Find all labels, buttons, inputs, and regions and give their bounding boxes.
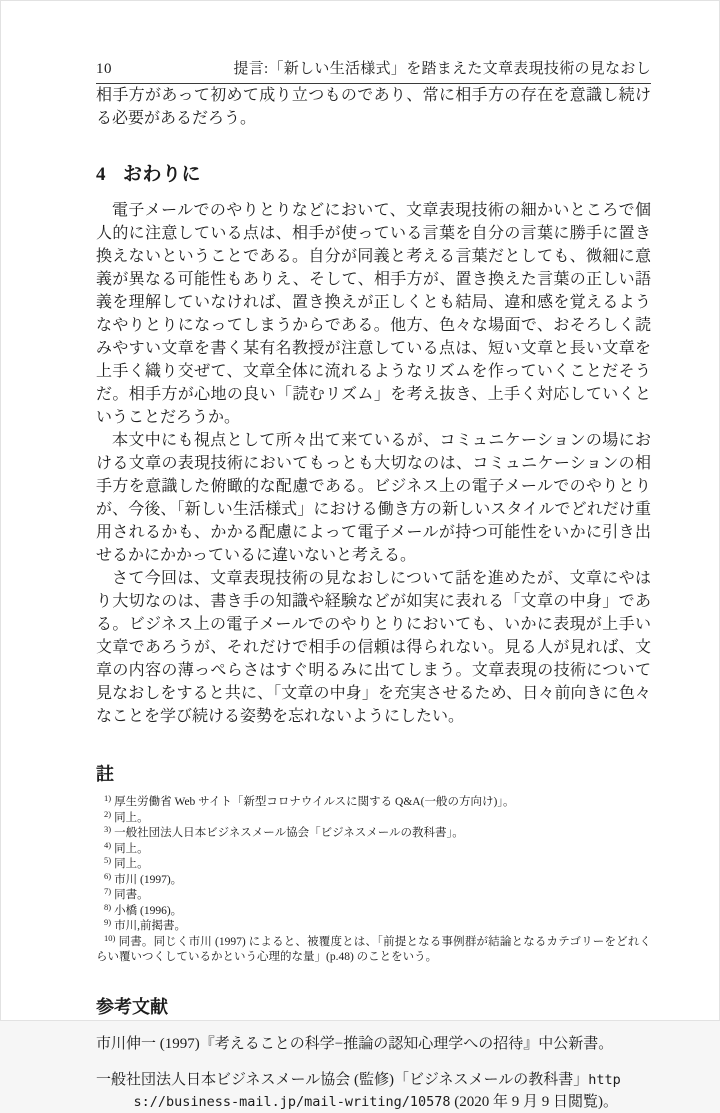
footnote bbox=[96, 795, 651, 811]
reference-entry: 市川伸一 (1997)『考えることの科学−推論の認知心理学への招待』中公新書。 bbox=[96, 1035, 614, 1052]
running-title: 提言:「新しい生活様式」を踏まえた文章表現技術の見なおし bbox=[233, 61, 651, 77]
reference-entry bbox=[96, 1069, 651, 1113]
section-title: おわりに bbox=[123, 164, 202, 185]
footnote-marker: 8) bbox=[104, 901, 112, 912]
footnote-marker: 6) bbox=[104, 870, 112, 881]
body-paragraph: さて今回は、文章表現技術の見なおしについて話を進めたが、文章にやはり大切なのは、書き手の知識や経験などが如実に表れる「文章の中身」である。ビジネス上の電子メールでのやりとりにおいても、いかに表現が上手い文章であろうが、それだけで相手の信頼は得られない。見る人が見れば、文章の内容の薄っぺらさはすぐ明るみに出てしまう。文章表現の技術について見なおしをすると共に、「文章の中身」を充実させるため、日々前向きに色々なことを学び続ける姿勢を忘れないようにしたい。 bbox=[96, 570, 651, 725]
reference-url: https://business-mail.jp/mail-writing/10578 bbox=[133, 1071, 621, 1110]
footnote-text: 同書。同じく市川 (1997) によると、被覆度とは、「前提となる事例群が結論となるカテゴリーをどれくらい覆いつくしているかという心理的な量」(p.48) のことをいう。 bbox=[96, 935, 651, 963]
footnote-text: 同上。 bbox=[114, 842, 149, 855]
running-header bbox=[96, 57, 651, 84]
body-paragraph: 電子メールでのやりとりなどにおいて、文章表現技術の細かいところで個人的に注意している点は、相手が使っている言葉を自分の言葉に勝手に置き換えないということである。自分が同義と考える言葉だとしても、微細に意義が異なる可能性もありえ、そして、相手方が、置き換えた言葉の正しい語義を理解していなければ、置き換えが正しくとも結局、違和感を覚えるようなやりとりになってしまうからである。他方、色々な場面で、おそろしく読みやすい文章を書く某有名教授が注意している点は、短い文章と長い文章を上手く織り交ぜて、文章全体に流れるようなリズムを作っていくことだそうだ。相手方が心地の良い「読むリズム」を考え抜き、上手く対応していくということだろうか。 bbox=[96, 202, 651, 426]
footnote-text: 小橋 (1996)。 bbox=[114, 904, 183, 917]
footnote-text: 同上。 bbox=[114, 811, 149, 824]
footnote-marker: 2) bbox=[104, 808, 112, 819]
footnote-marker: 9) bbox=[104, 917, 112, 927]
notes-heading: 註 bbox=[96, 764, 114, 784]
reference-text: 一般社団法人日本ビジネスメール協会 (監修)「ビジネスメールの教科書」 bbox=[96, 1071, 589, 1088]
footnote-marker: 3) bbox=[104, 824, 112, 834]
footnote-marker: 1) bbox=[104, 793, 112, 803]
footnote bbox=[96, 826, 651, 842]
footnote bbox=[96, 857, 651, 873]
footnote-marker: 5) bbox=[104, 855, 112, 865]
page-number: 10 bbox=[96, 61, 112, 77]
footnote-text: 同書。 bbox=[114, 889, 149, 901]
continuation-paragraph: 相手方があって初めて成り立つものであり、常に相手方の存在を意識し続ける必要があるだろう。 bbox=[96, 87, 651, 127]
notes-list bbox=[96, 795, 651, 966]
page-content bbox=[96, 1, 651, 1113]
footnote bbox=[96, 870, 651, 889]
footnote-text: 市川 (1997)。 bbox=[114, 873, 183, 886]
footnote-text: 一般社団法人日本ビジネスメール協会「ビジネスメールの教科書」。 bbox=[114, 827, 464, 839]
footnote bbox=[96, 919, 651, 935]
footnote-marker: 7) bbox=[104, 886, 112, 896]
footnote bbox=[96, 932, 651, 966]
footnote-text: 同上。 bbox=[114, 858, 149, 870]
footnote bbox=[96, 888, 651, 904]
reference-text: (2020 年 9 月 9 日閲覧)。 bbox=[450, 1093, 618, 1110]
section-number: 4 bbox=[96, 164, 106, 185]
footnote-marker: 4) bbox=[104, 839, 112, 850]
footnote bbox=[96, 901, 651, 920]
footnote-text: 厚生労働省 Web サイト「新型コロナウイルスに関する Q&A(一般の方向け)」。 bbox=[114, 796, 515, 808]
footnote-marker: 10) bbox=[104, 932, 116, 943]
footnote bbox=[96, 839, 651, 858]
footnote-text: 市川,前掲書。 bbox=[114, 920, 187, 932]
body-paragraph: 本文中にも視点として所々出て来ているが、コミュニケーションの場における文章の表現技術においてもっとも大切なのは、コミュニケーションの相手方を意識した俯瞰的な配慮である。ビジネス上の電子メールでのやりとりが、今後、「新しい生活様式」における働き方の新しいスタイルでどれだけ重用されるかも、かかる配慮によって電子メールが持つ可能性をいかに引き出せるかにかかっているに違いないと考える。 bbox=[96, 432, 651, 564]
section-heading bbox=[96, 159, 651, 186]
footnote bbox=[96, 808, 651, 827]
references-list bbox=[96, 1033, 651, 1113]
references-heading: 参考文献 bbox=[96, 996, 168, 1017]
